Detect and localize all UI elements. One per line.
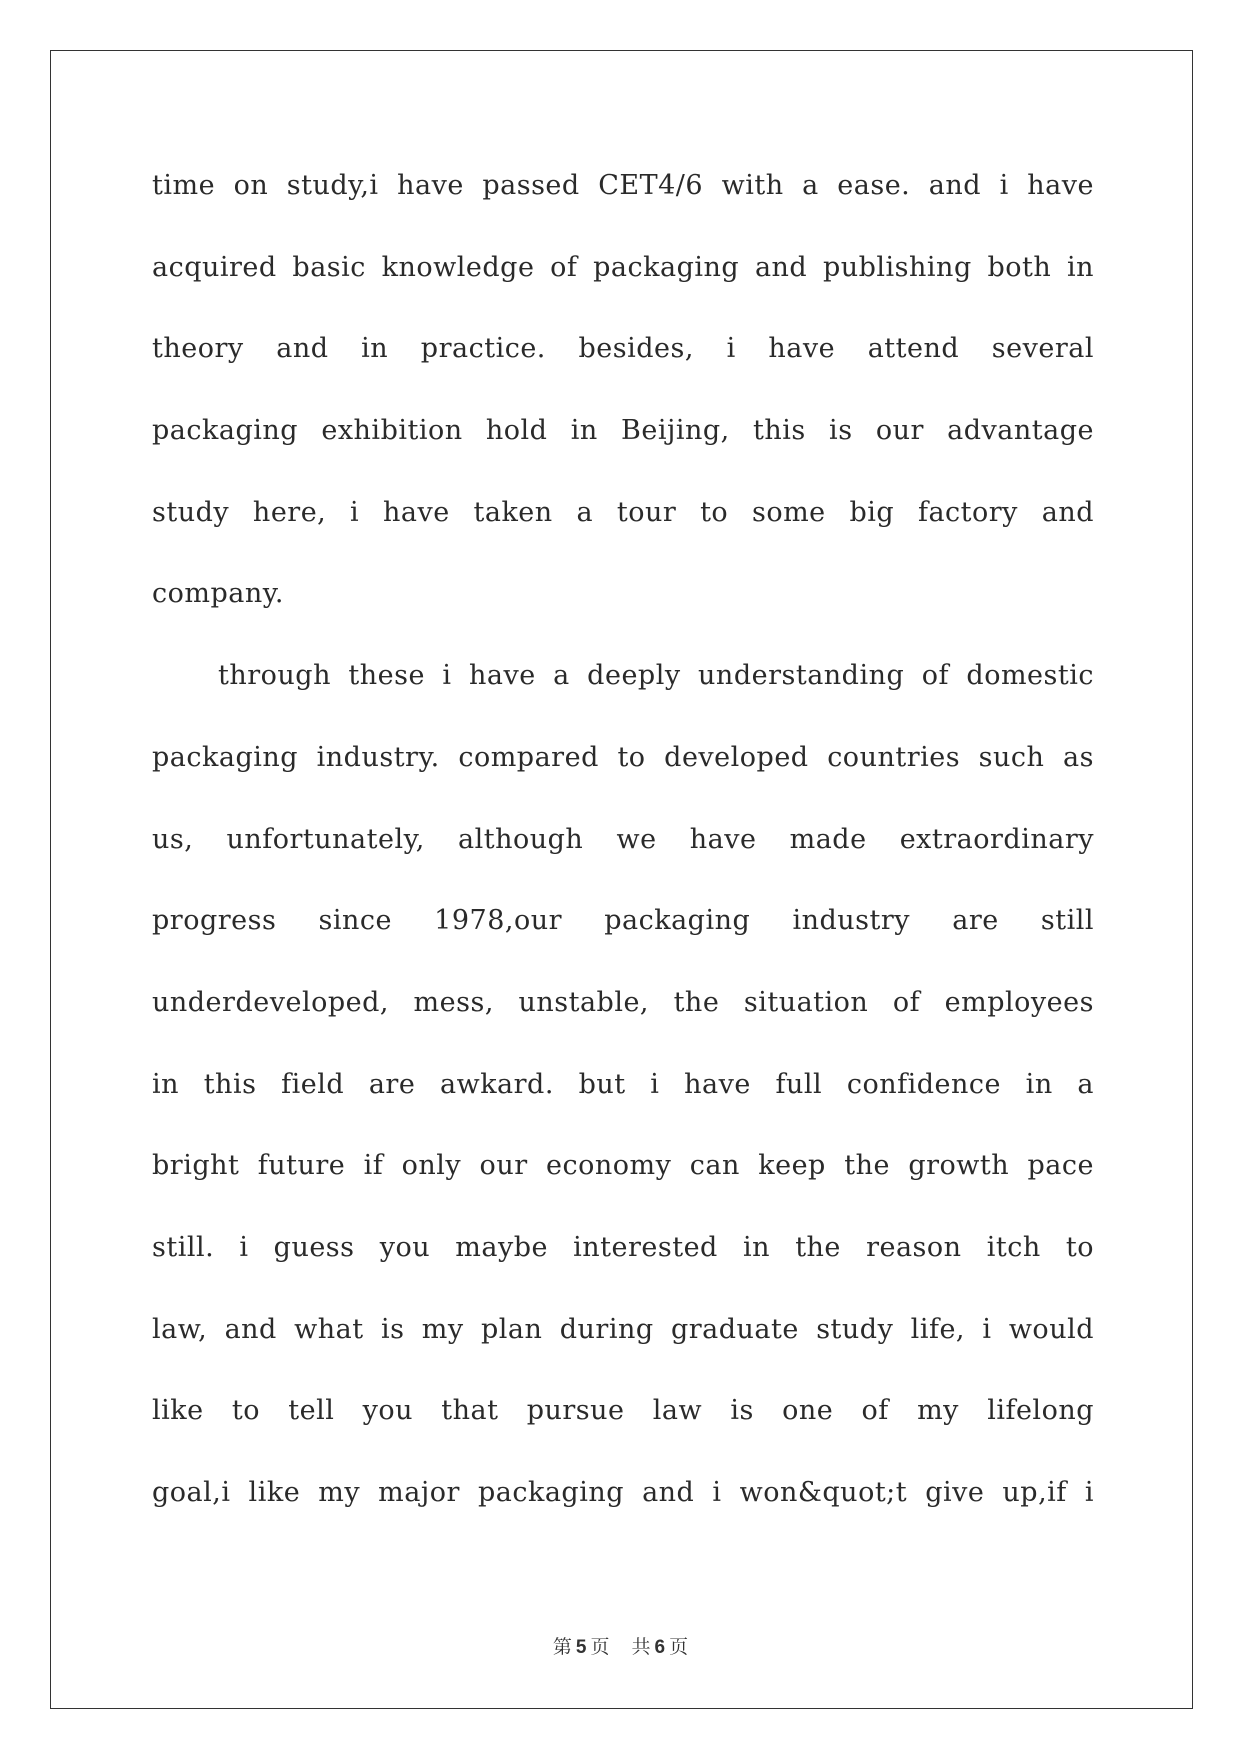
- text-line: bright future if only our economy can keep the growth pace: [152, 1150, 1094, 1182]
- text-line: in this field are awkard. but i have full confidence in a: [152, 1068, 1094, 1100]
- text-line: like to tell you that pursue law is one of my lifelong: [152, 1395, 1094, 1427]
- text-line: still. i guess you maybe interested in the reason itch to: [152, 1231, 1094, 1263]
- text-line: us, unfortunately, although we have made extraordinary: [152, 823, 1094, 855]
- text-line: theory and in practice. besides, i have attend several: [152, 333, 1094, 365]
- page-suffix: 页: [590, 1636, 610, 1658]
- page-footer: [0, 1632, 1241, 1659]
- paragraph-first-line: through these i have a deeply understanding of domestic: [218, 660, 1094, 692]
- total-suffix: 页: [669, 1636, 689, 1658]
- text-line: law, and what is my plan during graduate study life, i would: [152, 1313, 1094, 1345]
- page-number: 5: [575, 1637, 587, 1658]
- text-line: progress since 1978,our packaging industry are still: [152, 905, 1094, 937]
- total-prefix: 共: [631, 1636, 651, 1658]
- text-line: underdeveloped, mess, unstable, the situation of employees: [152, 986, 1094, 1018]
- page-prefix: 第: [552, 1636, 572, 1658]
- text-line: goal,i like my major packaging and i won&quot;t give up,if i: [152, 1477, 1094, 1508]
- text-line: time on study,i have passed CET4/6 with a ease. and i have: [152, 170, 1094, 201]
- document-body: [152, 164, 1094, 1553]
- text-line: company.: [152, 578, 284, 610]
- text-line: acquired basic knowledge of packaging and publishing both in: [152, 251, 1094, 283]
- text-line: packaging industry. compared to developed countries such as: [152, 741, 1094, 773]
- total-pages: 6: [654, 1637, 666, 1658]
- text-line: packaging exhibition hold in Beijing, this is our advantage: [152, 415, 1094, 447]
- text-line: study here, i have taken a tour to some big factory and: [152, 496, 1094, 528]
